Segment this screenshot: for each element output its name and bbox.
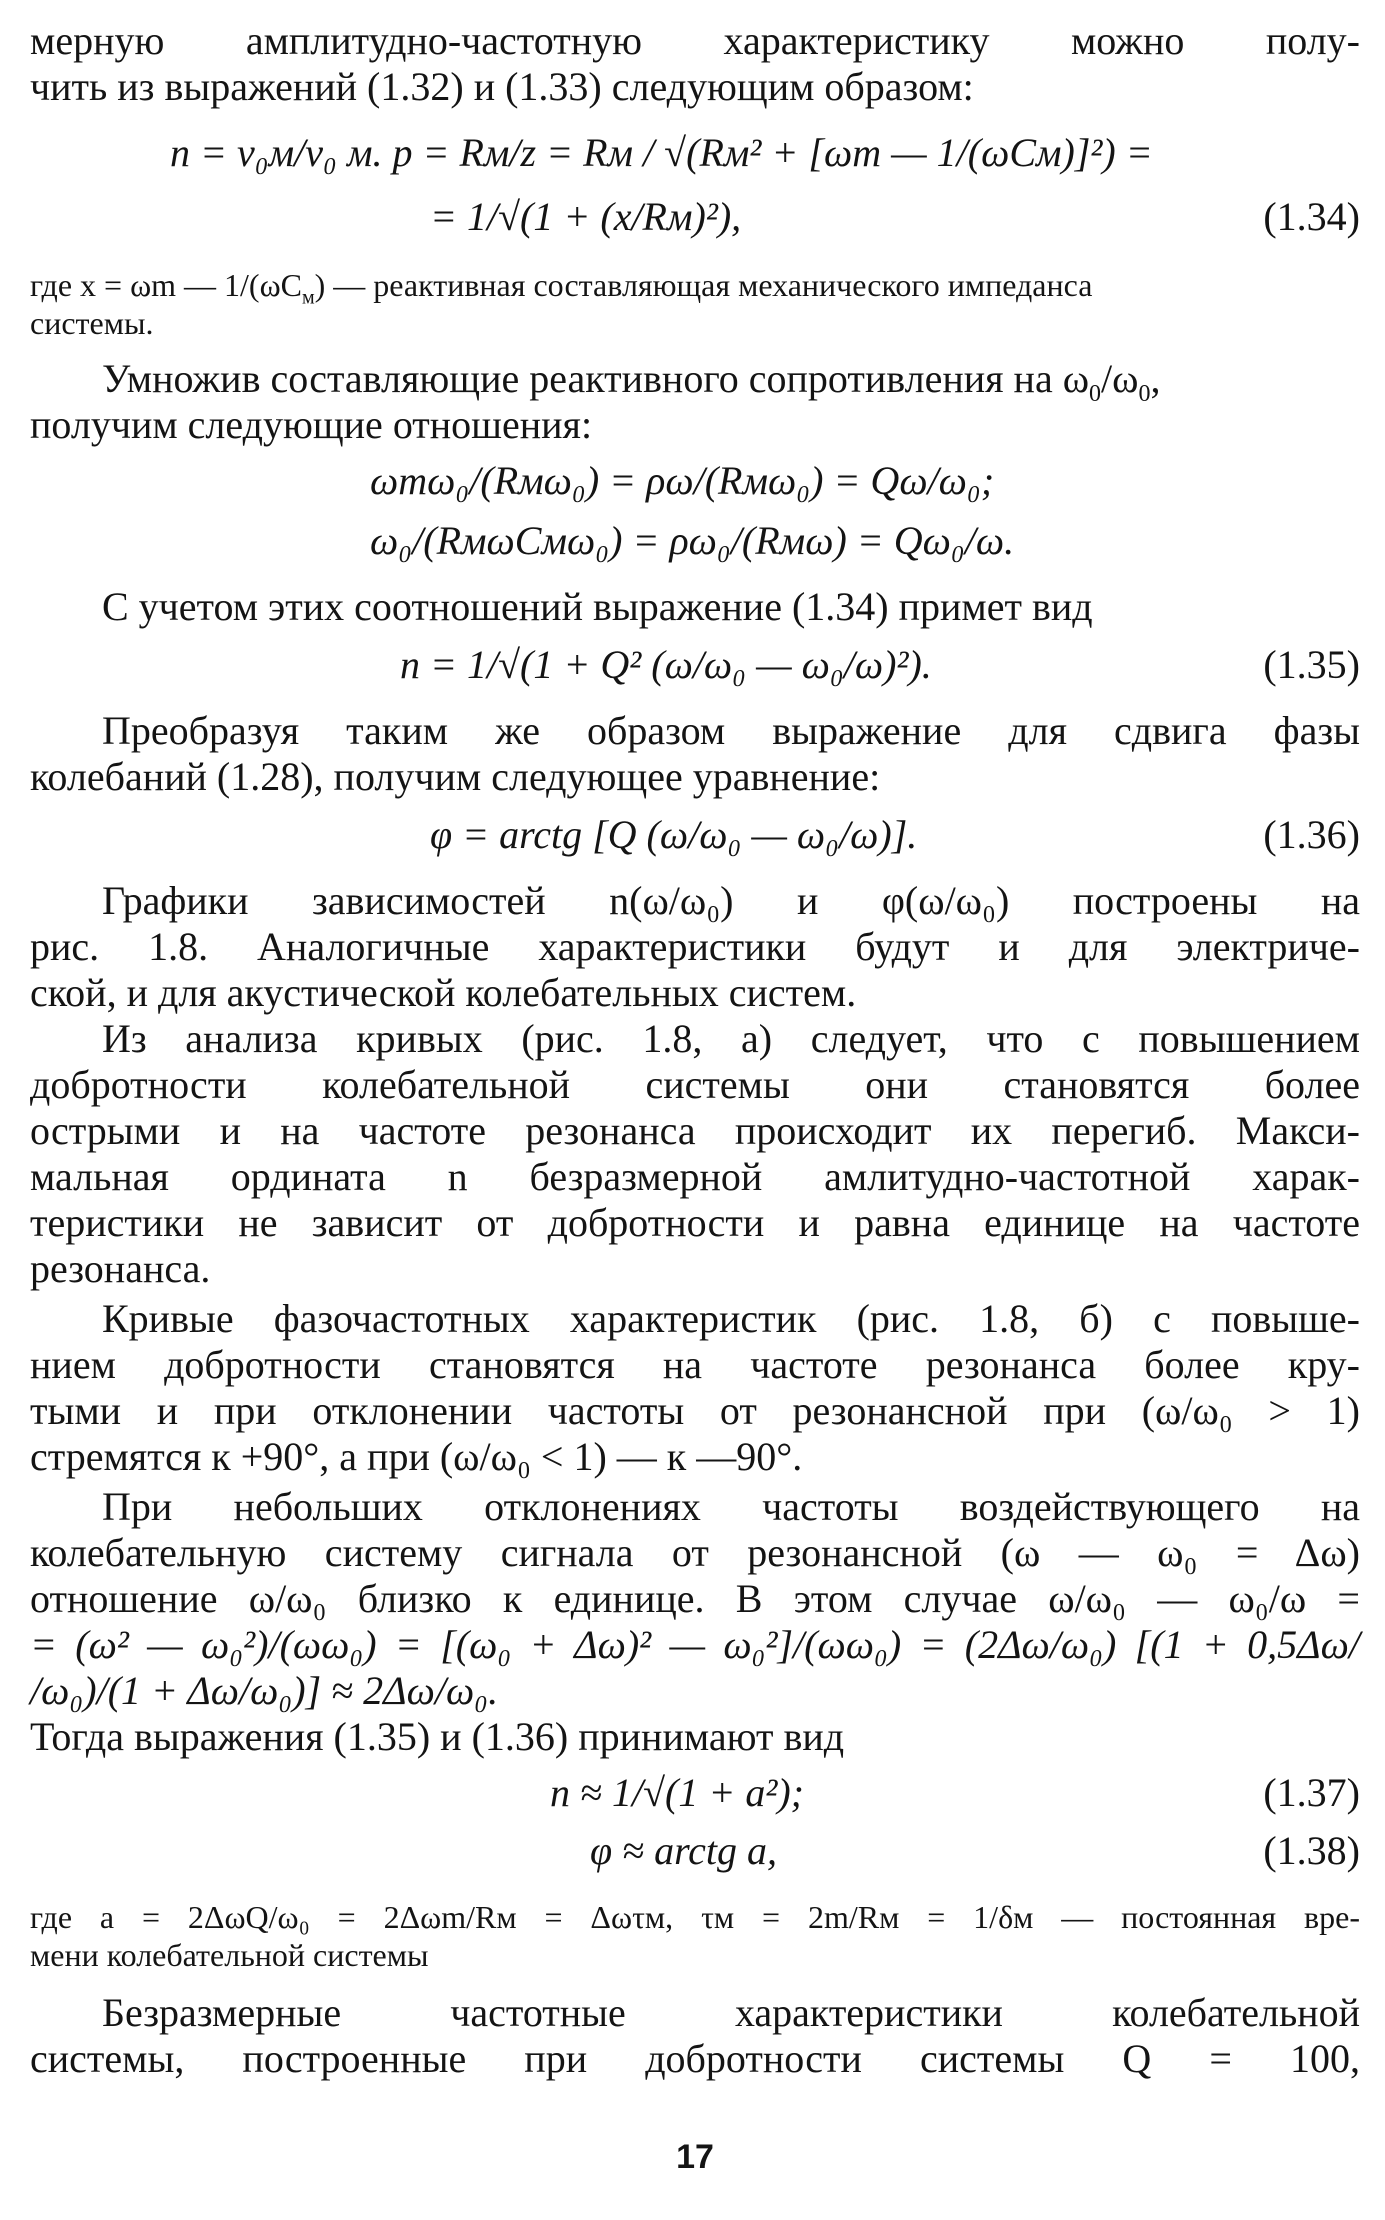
text-line: отношение ω/ω₀ близко к единице. В этом случае ω/ω₀ — ω₀/ω =: [30, 1576, 1360, 1621]
equation-number: (1.38): [1263, 1828, 1360, 1873]
formula-1-35: n = 1/√(1 + Q² (ω/ω₀ — ω₀/ω)²).: [400, 642, 932, 687]
text-line: мерную амплитудно-частотную характеристику можно полу-: [30, 18, 1360, 63]
text-line: Безразмерные частотные характеристики колебательной: [102, 1990, 1360, 2035]
text-line: стремятся к +90°, а при (ω/ω₀ < 1) — к —90°.: [30, 1434, 803, 1479]
note-line: системы.: [30, 305, 154, 341]
equation-number: (1.36): [1263, 812, 1360, 857]
equation-number: (1.37): [1263, 1770, 1360, 1815]
text-line: нием добротности становятся на частоте резонанса более кру-: [30, 1342, 1360, 1387]
text-line: Графики зависимостей n(ω/ω₀) и φ(ω/ω₀) построены на: [102, 878, 1360, 923]
text-line: Из анализа кривых (рис. 1.8, а) следует, что с повышением: [102, 1016, 1360, 1061]
text-line: острыми и на частоте резонанса происходит их перегиб. Макси-: [30, 1108, 1360, 1153]
text-line: Умножив составляющие реактивного сопротивления на $\omega_0/\omega_0$,: [102, 356, 1161, 407]
text-line: добротности колебательной системы они становятся более: [30, 1062, 1360, 1107]
text-line: Преобразуя таким же образом выражение для сдвига фазы: [102, 708, 1360, 753]
formula-1-34-line2: = 1/√(1 + (x/Rм)²),: [430, 194, 742, 239]
text-line: резонанса.: [30, 1246, 211, 1291]
equation-number: (1.34): [1263, 194, 1360, 239]
formula-1-38: φ ≈ arctg a,: [590, 1828, 778, 1873]
text-line: /ω₀)/(1 + Δω/ω₀)] ≈ 2Δω/ω₀.: [30, 1668, 499, 1713]
text-line: колебаний (1.28), получим следующее уравнение:: [30, 754, 881, 799]
formula-1-37: n ≈ 1/√(1 + a²);: [550, 1770, 804, 1815]
text-line: мальная ордината n безразмерной амлитудно-частотной харак-: [30, 1154, 1360, 1199]
formula-relation-1: ωmω₀/(Rмω₀) = ρω/(Rмω₀) = Qω/ω₀;: [370, 458, 995, 503]
note-line: где x = ωm — $1/(\omega C_м)$ — реактивная составляющая механического импеданса: [30, 267, 1093, 309]
equation-number: (1.35): [1263, 642, 1360, 687]
text-line: Кривые фазочастотных характеристик (рис. 1.8, б) с повыше-: [102, 1296, 1360, 1341]
text-line: колебательную систему сигнала от резонансной (ω — ω₀ = Δω): [30, 1530, 1360, 1575]
page-number: 17: [676, 2138, 714, 2176]
note-line: где a = 2ΔωQ/ω₀ = 2Δωm/Rм = Δωτм, τм = 2m/Rм = 1/δм — постоянная вре-: [30, 1899, 1360, 1935]
formula-1-34-line1: n = v₀м/v₀ м. р = Rм/z = Rм / √(Rм² + [ωm — 1/(ωCм)]²) =: [170, 130, 1153, 175]
text-line: получим следующие отношения:: [30, 402, 593, 447]
text-line: системы, построенные при добротности системы Q = 100,: [30, 2036, 1360, 2081]
text-line: Тогда выражения (1.35) и (1.36) принимают вид: [30, 1714, 845, 1759]
text-line: ской, и для акустической колебательных систем.: [30, 970, 857, 1015]
text-line: чить из выражений (1.32) и (1.33) следующим образом:: [30, 64, 974, 109]
text-line: = (ω² — ω₀²)/(ωω₀) = [(ω₀ + Δω)² — ω₀²]/(ωω₀) = (2Δω/ω₀) [(1 + 0,5Δω/: [30, 1622, 1360, 1667]
text-line: С учетом этих соотношений выражение (1.34) примет вид: [102, 584, 1093, 629]
note-line: мени колебательной системы: [30, 1937, 429, 1973]
text-line: рис. 1.8. Аналогичные характеристики будут и для электриче-: [30, 924, 1360, 969]
text-line: При небольших отклонениях частоты воздействующего на: [102, 1484, 1360, 1529]
text-line: теристики не зависит от добротности и равна единице на частоте: [30, 1200, 1360, 1245]
text-line: тыми и при отклонении частоты от резонансной при (ω/ω₀ > 1): [30, 1388, 1360, 1433]
formula-1-36: φ = arctg [Q (ω/ω₀ — ω₀/ω)].: [430, 812, 918, 857]
formula-relation-2: ω₀/(RмωCмω₀) = ρω₀/(Rмω) = Qω₀/ω.: [370, 518, 1015, 563]
